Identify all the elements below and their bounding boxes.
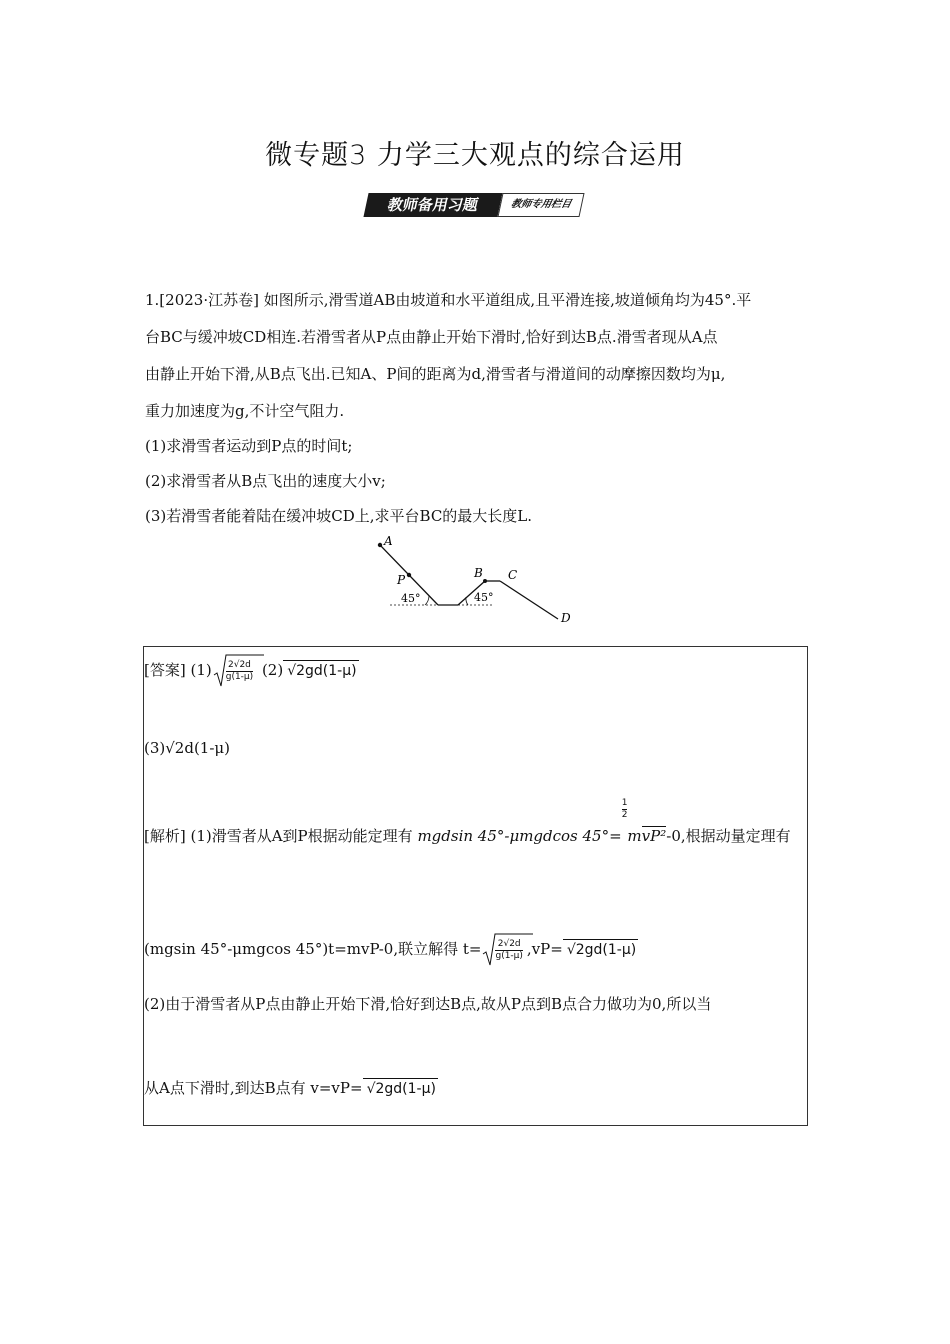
ans1-fraction: $\frac{2√2d}{g(1-\mu)}$: [225, 659, 254, 682]
ans2-label: (2): [261, 661, 284, 679]
analysis-line-1: [解析] (1)滑雪者从A到P根据动能定理有 mgdsin 45°-μmgdcos 45°= $\frac{1}{2}$ mvP²-0,根据动量定理有: [144, 797, 791, 845]
answer-label: [答案] (1): [144, 661, 212, 679]
question-part-1: (1)求滑雪者运动到P点的时间t;: [145, 437, 353, 455]
ans3-expr: √2d(1-μ): [165, 739, 231, 757]
t-fraction: $\frac{2√2d}{g(1-\mu)}$: [495, 938, 523, 961]
half-fraction: $\frac{1}{2}$: [621, 797, 628, 820]
label-p: P: [397, 573, 406, 587]
answer-line-3: (3)√2d(1-μ): [144, 739, 231, 757]
label-b: B: [474, 566, 483, 580]
analysis-part2-line-1: (2)由于滑雪者从P点由静止开始下滑,恰好到达B点,故从P点到B点合力做功为0,所以当: [144, 995, 712, 1013]
ans2-expr: √2gd(1-μ): [283, 660, 358, 679]
page-title: 微专题3 力学三大观点的综合运用: [265, 140, 685, 171]
label-a: A: [384, 534, 393, 548]
analysis-part2-line-2: 从A点下滑时,到达B点有 v=vP= √2gd(1-μ): [144, 1079, 436, 1097]
answer-line-1: [144, 653, 359, 689]
angle-left: 45°: [401, 592, 421, 605]
question-line-2: 台BC与缓冲坡CD相连.若滑雪者从P点由静止开始下滑时,恰好到达B点.滑雪者现从A点: [145, 328, 718, 346]
answer-box: [143, 646, 808, 1126]
angle-right: 45°: [474, 591, 494, 604]
question-line-3: 由静止开始下滑,从B点飞出.已知A、P间的距离为d,滑雪者与滑道间的动摩擦因数均为μ,: [145, 365, 726, 383]
question-part-3: (3)若滑雪者能着陆在缓冲坡CD上,求平台BC的最大长度L.: [145, 507, 533, 525]
label-d: D: [561, 611, 571, 625]
teacher-banner: [366, 190, 582, 220]
analysis-line-2: (mgsin 45°-μmgcos 45°)t=mvP-0,联立解得 t= $\frac{2√2d}{g(1-\mu)}$ ,vP= √2gd(1-μ): [144, 932, 638, 968]
ski-slope-diagram: [370, 533, 580, 628]
question-line-4: 重力加速度为g,不计空气阻力.: [145, 402, 345, 420]
label-c: C: [508, 568, 518, 582]
question-part-2: (2)求滑雪者从B点飞出的速度大小v;: [145, 472, 386, 490]
banner-sub-label: 教师专用栏目: [497, 193, 584, 217]
question-line-1: 1.[2023·江苏卷] 如图所示,滑雪道AB由坡道和水平道组成,且平滑连接,坡道倾角均为45°.平: [145, 291, 752, 309]
banner-main-label: 教师备用习题: [363, 193, 502, 217]
